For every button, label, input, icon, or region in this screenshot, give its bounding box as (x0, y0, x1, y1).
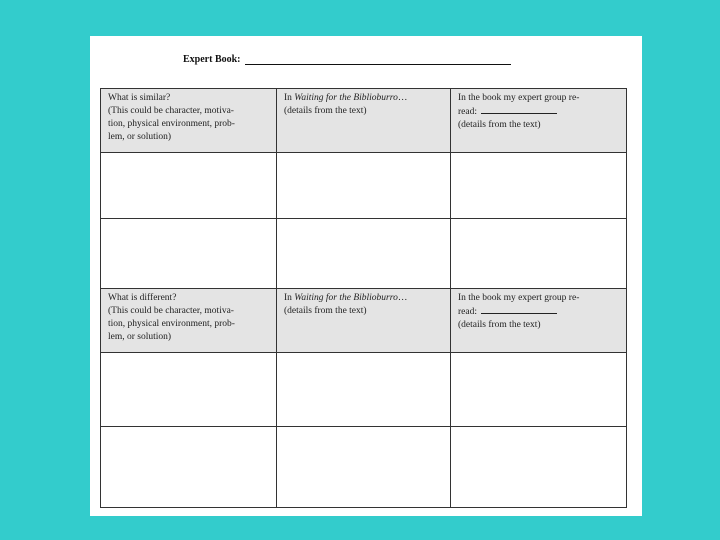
book-name-blank[interactable] (481, 305, 557, 314)
answer-cell[interactable] (101, 153, 277, 219)
details-note: (details from the text) (284, 106, 367, 116)
answer-cell[interactable] (101, 427, 277, 508)
expert-group-line: In the book my expert group re- (458, 293, 580, 303)
expert-book-line (183, 54, 511, 65)
answer-cell[interactable] (101, 353, 277, 427)
similar-answer-row (101, 219, 627, 289)
answer-cell[interactable] (451, 427, 627, 508)
similar-header-row (101, 89, 627, 153)
answer-cell[interactable] (277, 427, 451, 508)
answer-cell[interactable] (451, 219, 627, 289)
expert-book-label: Expert Book: (183, 54, 241, 65)
worksheet-page (90, 36, 642, 516)
details-note: (details from the text) (458, 320, 541, 330)
details-note: (details from the text) (284, 306, 367, 316)
expert-group-line: In the book my expert group re- (458, 93, 580, 103)
answer-cell[interactable] (277, 153, 451, 219)
similar-hint-line: (This could be character, motiva- (108, 106, 234, 116)
prefix-text: In (284, 293, 295, 303)
answer-cell[interactable] (451, 353, 627, 427)
different-heading: What is different? (108, 293, 177, 303)
prefix-text: In (284, 93, 295, 103)
read-label: read: (458, 107, 477, 117)
similar-hint-line: tion, physical environment, prob- (108, 119, 235, 129)
different-answer-row (101, 353, 627, 427)
different-hint-line: tion, physical environment, prob- (108, 319, 235, 329)
different-criteria-header (101, 289, 277, 353)
similar-answer-row (101, 153, 627, 219)
ellipsis: … (397, 93, 408, 103)
similar-hint-line: lem, or solution) (108, 132, 172, 142)
different-expert-book-header (451, 289, 627, 353)
read-line (458, 305, 619, 319)
answer-cell[interactable] (101, 219, 277, 289)
book-title: Waiting for the Biblioburro (294, 93, 398, 103)
read-line (458, 105, 619, 119)
book-name-blank[interactable] (481, 105, 557, 114)
different-hint-line: lem, or solution) (108, 332, 172, 342)
answer-cell[interactable] (277, 353, 451, 427)
similar-biblioburro-header (277, 89, 451, 153)
biblioburro-line (284, 92, 443, 105)
similar-heading: What is similar? (108, 93, 171, 103)
different-answer-row (101, 427, 627, 508)
similar-criteria-header (101, 89, 277, 153)
answer-cell[interactable] (277, 219, 451, 289)
biblioburro-line (284, 292, 443, 305)
read-label: read: (458, 307, 477, 317)
ellipsis: … (397, 293, 408, 303)
similar-expert-book-header (451, 89, 627, 153)
details-note: (details from the text) (458, 120, 541, 130)
different-hint-line: (This could be character, motiva- (108, 306, 234, 316)
book-title: Waiting for the Biblioburro (294, 293, 398, 303)
different-header-row (101, 289, 627, 353)
different-biblioburro-header (277, 289, 451, 353)
expert-book-blank[interactable] (245, 55, 511, 65)
answer-cell[interactable] (451, 153, 627, 219)
comparison-table (100, 88, 627, 508)
